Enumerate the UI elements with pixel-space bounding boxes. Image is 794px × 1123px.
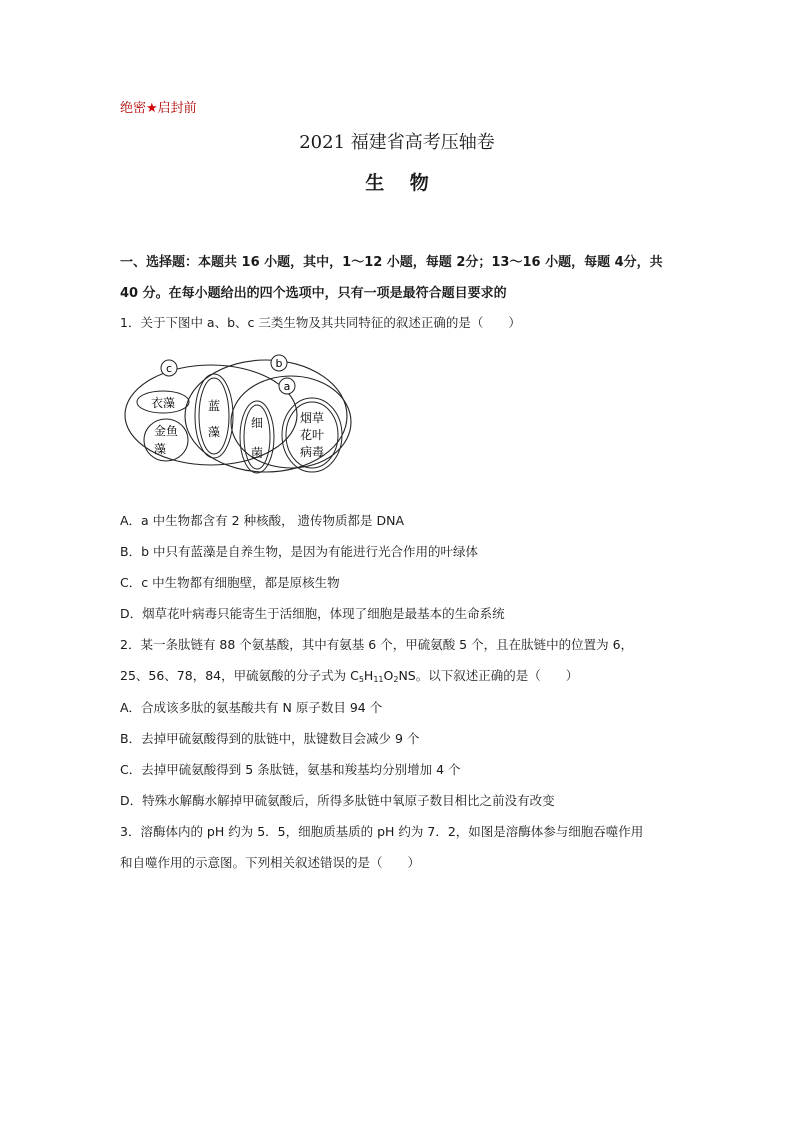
label-c: c — [165, 362, 173, 375]
lichen-label: 衣藻 — [150, 396, 176, 410]
exam-title: 2021 福建省高考压轴卷 — [299, 132, 495, 153]
label-b: b — [275, 357, 283, 370]
goldfish-algae-l1: 金鱼 — [153, 424, 179, 438]
question-3-stem-line-2: 和自噬作用的示意图。下列相关叙述错误的是（ ） — [120, 855, 421, 870]
cyanobacteria-l2: 藻 — [207, 425, 221, 439]
question-3-stem-line-1: 3．溶酶体内的 pH 约为 5．5，细胞质基质的 pH 约为 7．2，如图是溶酶体参与细胞吞噬作用 — [120, 824, 644, 839]
q1-option-c: C．c 中生物都有细胞壁，都是原核生物 — [120, 575, 340, 590]
section-instructions — [120, 247, 663, 309]
bacteria-l1: 细 — [250, 416, 264, 430]
venn-diagram — [118, 352, 358, 474]
confidential-mark: 绝密★启封前 — [120, 101, 197, 116]
subject-title: 生 物 — [365, 172, 429, 194]
bacteria-l2: 菌 — [250, 446, 264, 460]
tmv-l2: 花叶 — [299, 428, 325, 442]
label-a: a — [283, 380, 291, 393]
cyanobacteria-outer — [195, 374, 233, 458]
section-line-2: 40 分。在每小题给出的四个选项中，只有一项是最符合题目要求的 — [120, 286, 507, 301]
q2-option-b: B．去掉甲硫氨酸得到的肽链中，肽键数目会减少 9 个 — [120, 731, 420, 746]
q1-option-b: B．b 中只有蓝藻是自养生物，是因为有能进行光合作用的叶绿体 — [120, 544, 478, 559]
tmv-l3: 病毒 — [299, 445, 325, 459]
question-1-stem: 1．关于下图中 a、b、c 三类生物及其共同特征的叙述正确的是（ ） — [120, 315, 521, 330]
cyanobacteria-l1: 蓝 — [207, 399, 221, 413]
bacteria-outer — [240, 401, 274, 473]
q2-option-c: C．去掉甲硫氨酸得到 5 条肽链，氨基和羧基均分别增加 4 个 — [120, 762, 461, 777]
cyanobacteria-inner — [199, 378, 229, 454]
question-2-stem-line-2: 25、56、78，84，甲硫氨酸的分子式为 $C_5H_{11}O_2NS$。以下叙述正确的是（ ） — [120, 668, 579, 684]
q2-option-a: A．合成该多肽的氨基酸共有 N 原子数目 94 个 — [120, 700, 383, 715]
star-icon: ★ — [146, 101, 158, 116]
q2-option-d: D．特殊水解酶水解掉甲硫氨酸后，所得多肽链中氧原子数目相比之前没有改变 — [120, 793, 555, 808]
goldfish-algae-l2: 藻 — [153, 442, 167, 456]
q1-option-d: D．烟草花叶病毒只能寄生于活细胞，体现了细胞是最基本的生命系统 — [120, 606, 505, 621]
section-line-1: 一、选择题：本题共 16 小题，其中，1～12 小题，每题 2分；13～16 小题，每题 4分，共 — [120, 255, 663, 270]
tmv-l1: 烟草 — [299, 411, 325, 425]
set-c-ellipse — [125, 365, 297, 465]
question-2-stem-line-1: 2．某一条肽链有 88 个氨基酸，其中有氨基 6 个，甲硫氨酸 5 个，且在肽链中的位置为 6， — [120, 637, 634, 652]
q1-option-a: A．a 中生物都含有 2 种核酸， 遗传物质都是 DNA — [120, 513, 405, 528]
